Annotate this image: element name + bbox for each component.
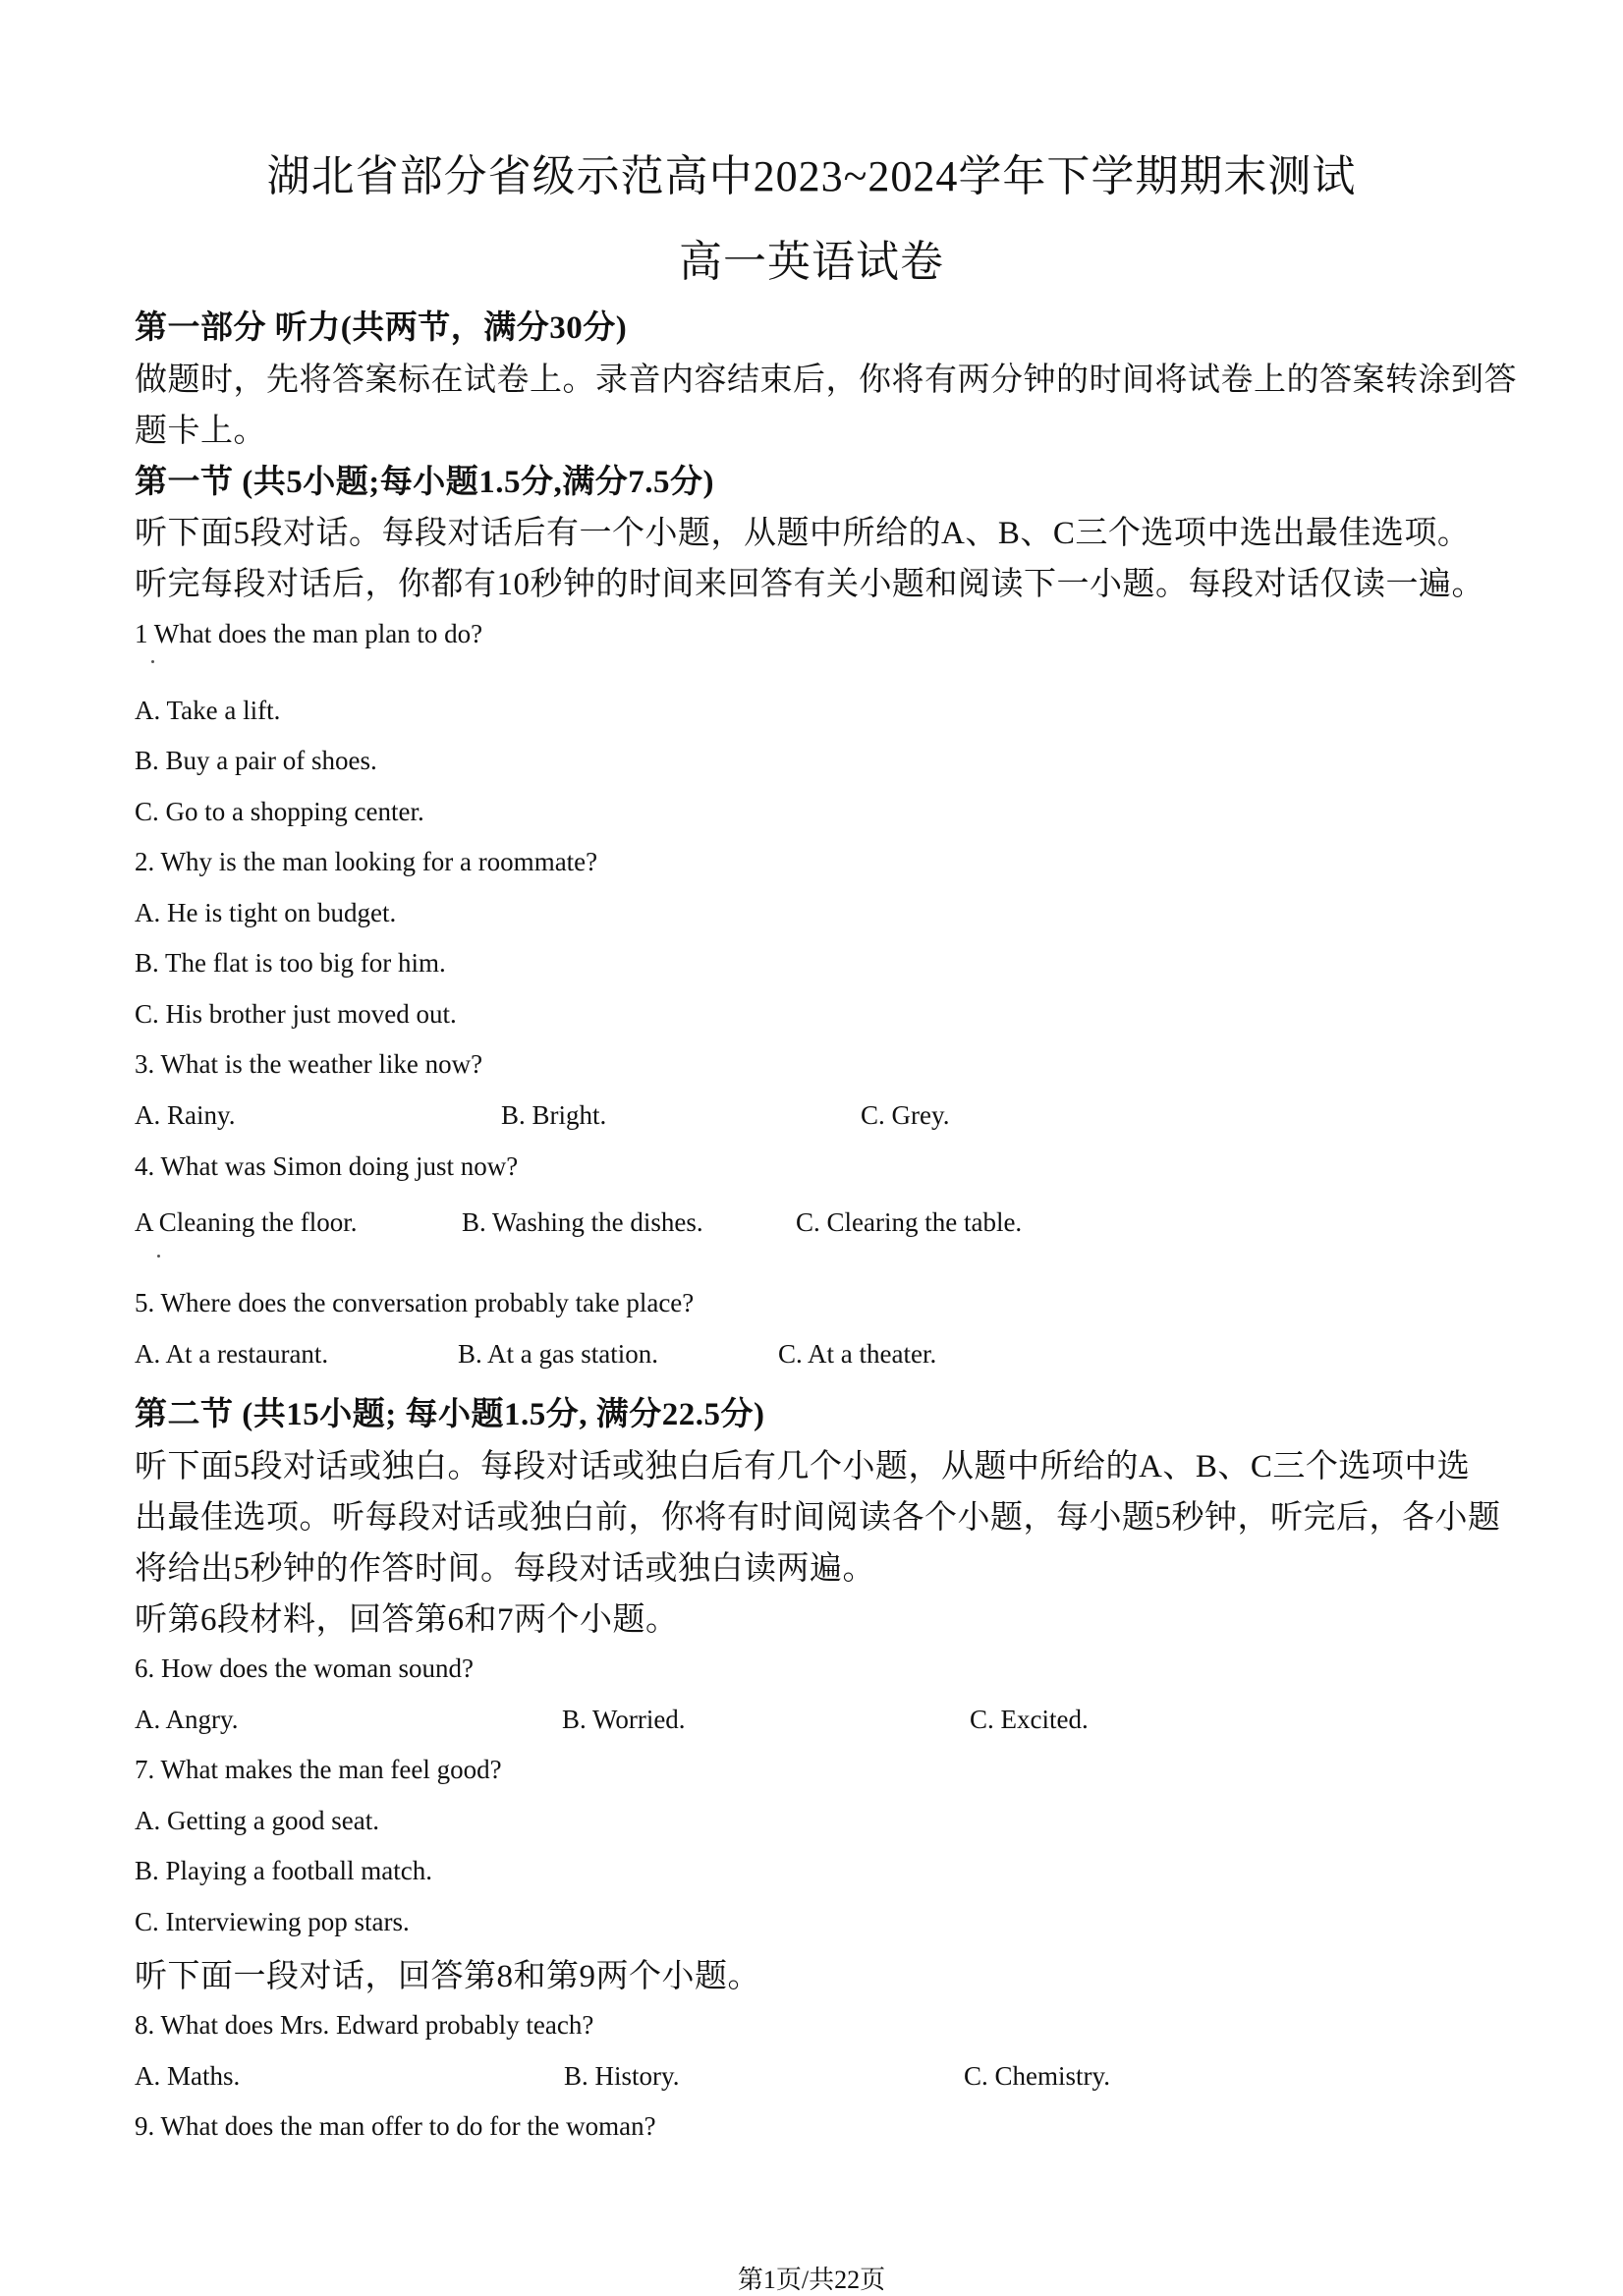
part1-instruction-line1: 做题时，先将答案标在试卷上。录音内容结束后，你将有两分钟的时间将试卷上的答案转涂到答: [135, 363, 1517, 398]
q2-option-b: B. The flat is too big for him.: [135, 948, 446, 978]
part1-instruction-line2: 题卡上。: [135, 414, 266, 449]
q7-option-a: A. Getting a good seat.: [135, 1806, 379, 1835]
q8-option-c: C. Chemistry.: [964, 2061, 1111, 2091]
section2-instruction-line3: 将给出5秒钟的作答时间。每段对话或独白读两遍。: [135, 1551, 875, 1587]
q4-option-b: B. Washing the dishes.: [462, 1207, 703, 1237]
exam-subtitle: 高一英语试卷: [679, 238, 944, 286]
question-3: 3. What is the weather like now?: [135, 1049, 483, 1079]
q1-option-a: A. Take a lift.: [135, 696, 281, 725]
material-6-instruction: 听第6段材料，回答第6和7两个小题。: [135, 1602, 679, 1638]
material-next-instruction: 听下面一段对话，回答第8和第9两个小题。: [135, 1959, 760, 1994]
question-7: 7. What makes the man feel good?: [135, 1755, 502, 1784]
q6-options: [135, 1705, 1510, 1744]
q4-option-c: C. Clearing the table.: [796, 1207, 1023, 1237]
q7-option-c: C. Interviewing pop stars.: [135, 1907, 410, 1936]
question-1: 1 What does the man plan to do?: [135, 619, 483, 648]
q5-option-b: B. At a gas station.: [458, 1339, 658, 1369]
q6-option-b: B. Worried.: [562, 1705, 686, 1734]
q8-option-a: A. Maths.: [135, 2061, 241, 2091]
q1-option-b: B. Buy a pair of shoes.: [135, 746, 377, 775]
stray-dot: [157, 1255, 160, 1258]
page-number: 第1页/共22页: [737, 2266, 886, 2294]
part1-heading: 第一部分 听力(共两节，满分30分): [135, 310, 628, 346]
q3-option-a: A. Rainy.: [135, 1100, 236, 1130]
question-2: 2. Why is the man looking for a roommate?: [135, 847, 598, 876]
section1-instruction-line1: 听下面5段对话。每段对话后有一个小题，从题中所给的A、B、C三个选项中选出最佳选项。: [135, 516, 1471, 551]
q2-option-a: A. He is tight on budget.: [135, 898, 397, 927]
q4-options: [135, 1207, 1510, 1247]
q6-option-c: C. Excited.: [970, 1705, 1089, 1734]
q2-option-c: C. His brother just moved out.: [135, 999, 457, 1029]
question-6: 6. How does the woman sound?: [135, 1653, 474, 1683]
stray-dot: [151, 660, 154, 663]
section2-instruction-line1: 听下面5段对话或独白。每段对话或独白后有几个小题，从题中所给的A、B、C三个选项中选: [135, 1449, 1471, 1484]
q6-option-a: A. Angry.: [135, 1705, 239, 1734]
question-8: 8. What does Mrs. Edward probably teach?: [135, 2010, 594, 2040]
q3-option-b: B. Bright.: [501, 1100, 607, 1130]
q1-option-c: C. Go to a shopping center.: [135, 797, 424, 826]
section1-heading: 第一节 (共5小题;每小题1.5分,满分7.5分): [135, 465, 714, 500]
exam-title: 湖北省部分省级示范高中2023~2024学年下学期期末测试: [266, 152, 1357, 200]
q3-options: [135, 1100, 1510, 1140]
q5-option-c: C. At a theater.: [778, 1339, 937, 1369]
section1-instruction-line2: 听完每段对话后，你都有10秒钟的时间来回答有关小题和阅读下一小题。每段对话仅读一遍。: [135, 567, 1484, 602]
q8-option-b: B. History.: [564, 2061, 680, 2091]
section2-heading: 第二节 (共15小题; 每小题1.5分, 满分22.5分): [135, 1397, 765, 1432]
q3-option-c: C. Grey.: [861, 1100, 950, 1130]
q5-option-a: A. At a restaurant.: [135, 1339, 329, 1369]
q8-options: [135, 2061, 1510, 2100]
question-4: 4. What was Simon doing just now?: [135, 1151, 519, 1181]
q4-option-a: A Cleaning the floor.: [135, 1207, 358, 1237]
question-9: 9. What does the man offer to do for the woman?: [135, 2111, 656, 2141]
q5-options: [135, 1339, 1510, 1378]
q7-option-b: B. Playing a football match.: [135, 1856, 432, 1885]
section2-instruction-line2: 出最佳选项。听每段对话或独白前，你将有时间阅读各个小题，每小题5秒钟，听完后，各小题: [135, 1500, 1501, 1536]
question-5: 5. Where does the conversation probably take place?: [135, 1288, 695, 1317]
